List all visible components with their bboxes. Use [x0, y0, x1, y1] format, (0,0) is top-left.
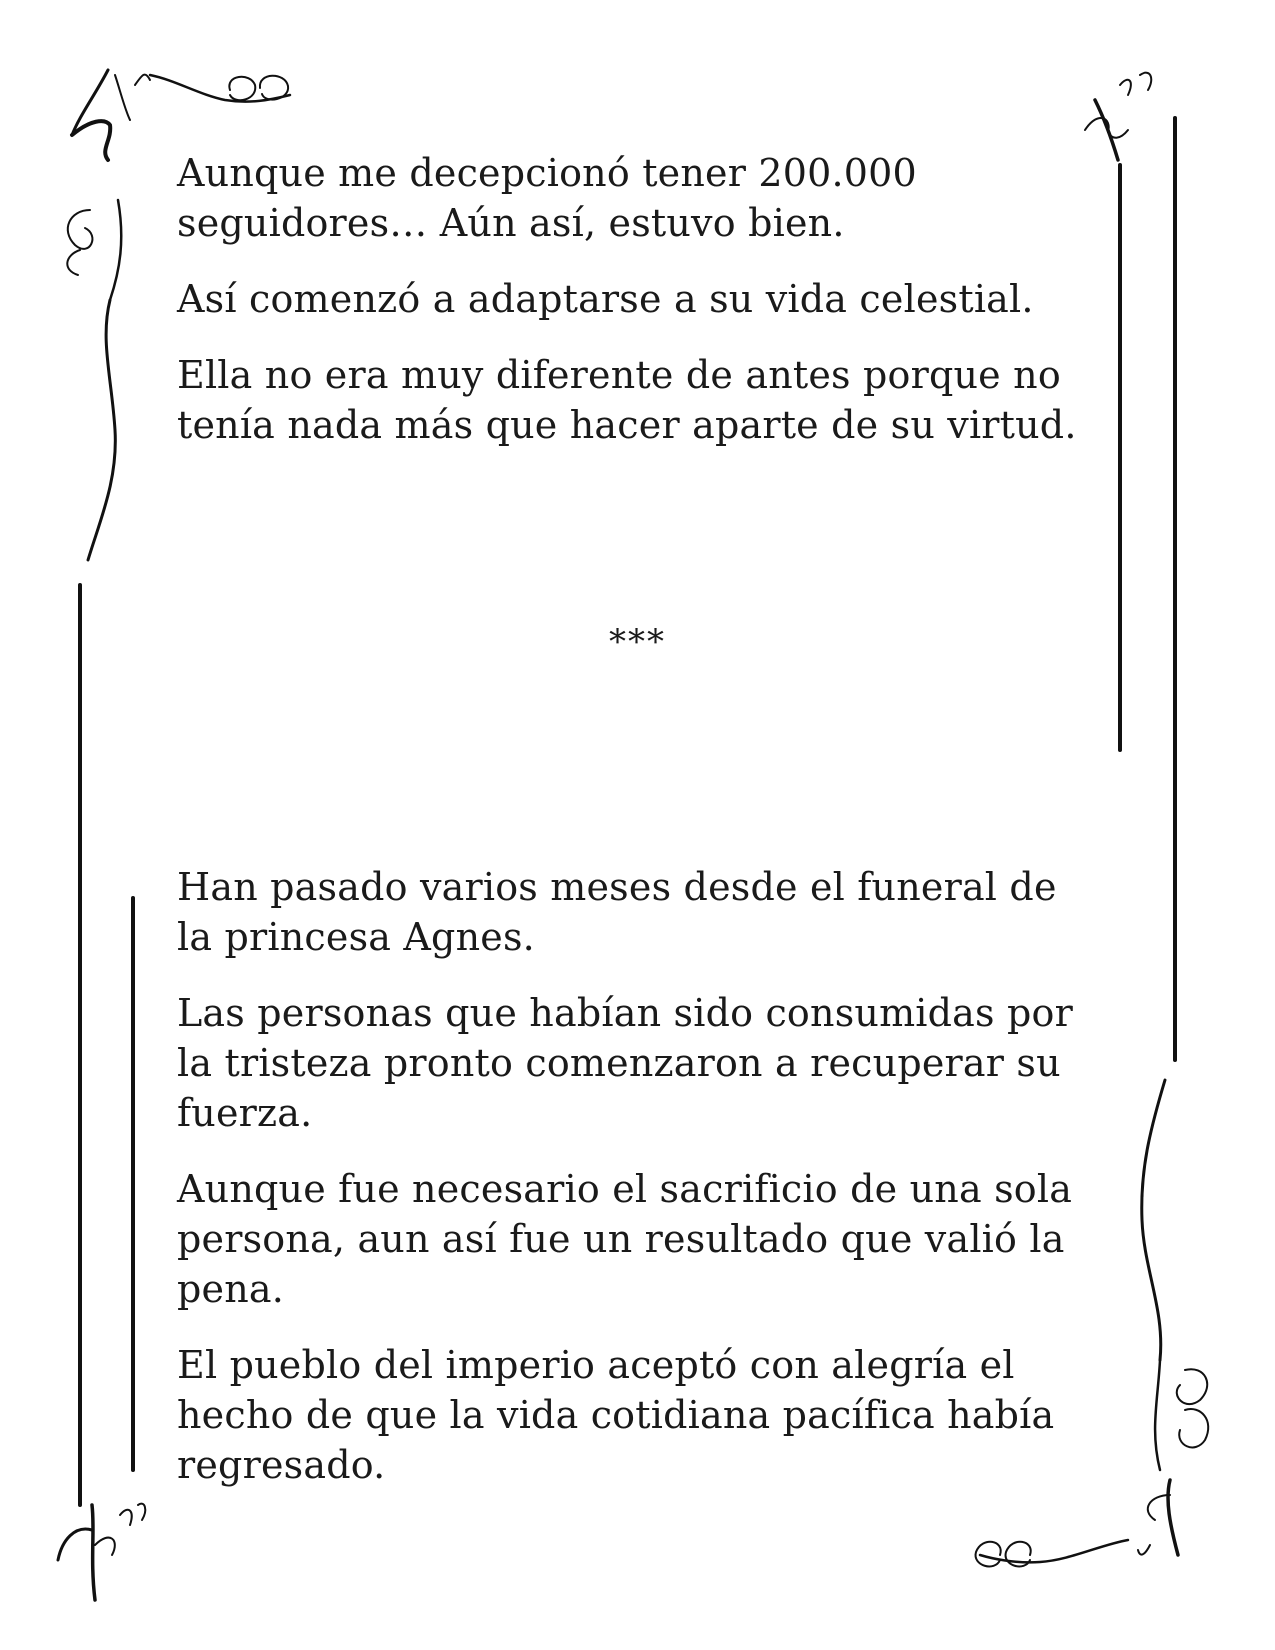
paragraph: Han pasado varios meses desde el funeral de la princesa Agnes. — [177, 865, 1057, 959]
paragraph: El pueblo del imperio aceptó con alegría el hecho de que la vida cotidiana pacífica había regresado. — [177, 1343, 1055, 1487]
paragraph: Aunque fue necesario el sacrificio de una sola persona, aun así fue un resultado que valió la pena. — [177, 1167, 1073, 1311]
section-separator: *** — [609, 622, 666, 662]
flourish-bottom-left — [58, 1504, 145, 1600]
text-block-top — [177, 148, 1097, 476]
paragraph: Aunque me decepcionó tener 200.000 seguidores… Aún así, estuvo bien. — [177, 151, 917, 245]
paragraph: Las personas que habían sido consumidas por la tristeza pronto comenzaron a recuperar su fuerza. — [177, 991, 1073, 1135]
paragraph: Ella no era muy diferente de antes porque no tenía nada más que hacer aparte de su virtud. — [177, 353, 1077, 447]
paragraph: Así comenzó a adaptarse a su vida celestial. — [177, 277, 1034, 321]
text-block-bottom — [177, 862, 1097, 1516]
flourish-top-right — [1085, 73, 1151, 160]
